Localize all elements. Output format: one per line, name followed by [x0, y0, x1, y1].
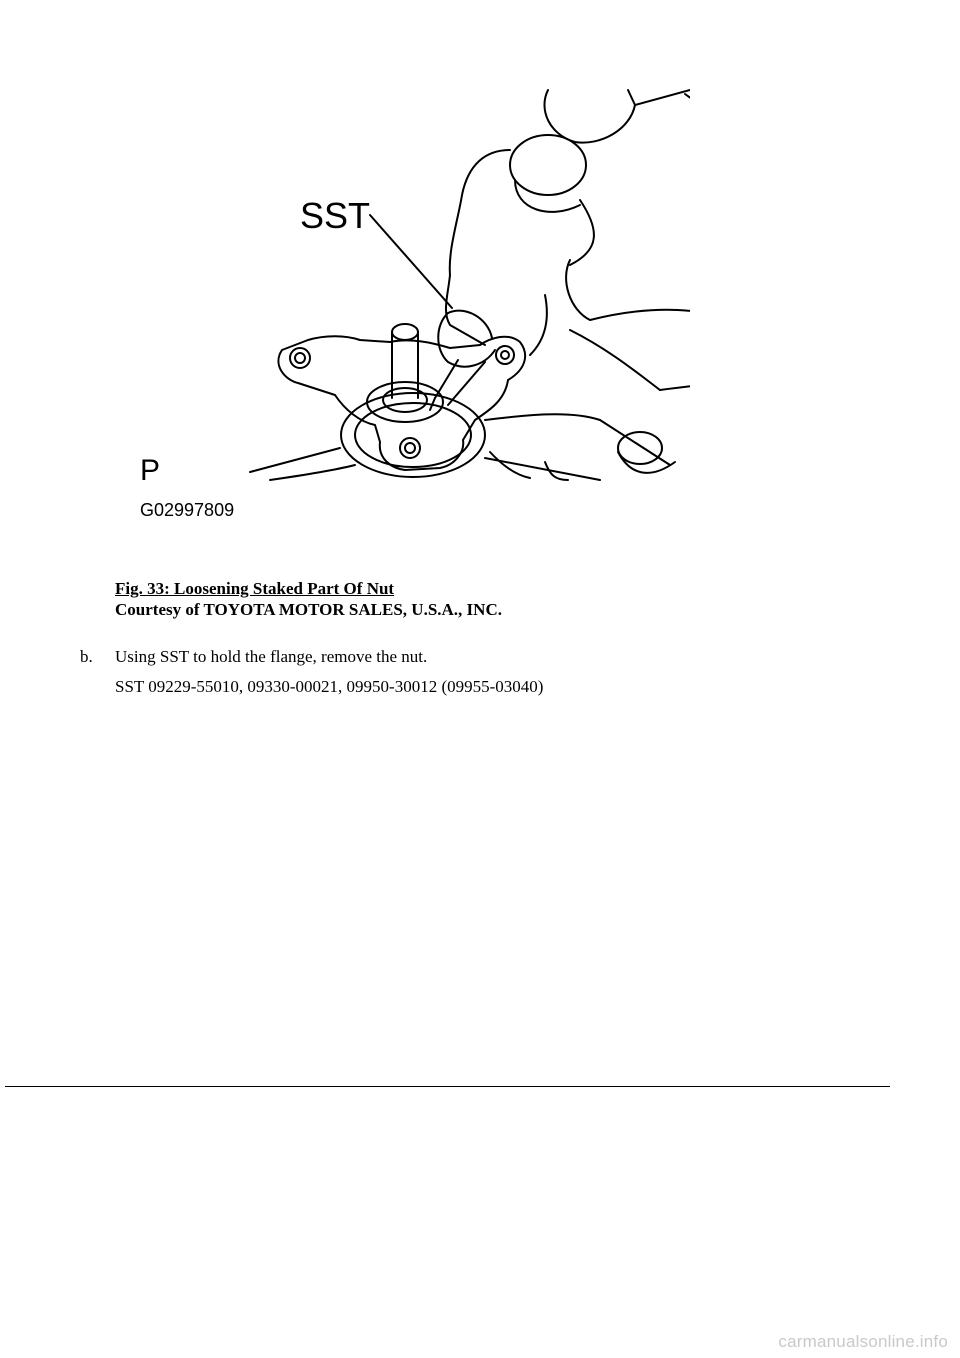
step-text: Using SST to hold the flange, remove the nut.: [115, 647, 428, 666]
housing-ring: [341, 393, 485, 477]
figure-caption: [115, 578, 502, 620]
page-divider: [5, 1086, 890, 1087]
illustration-loosening-staked-nut: [130, 80, 690, 520]
procedure-step-b: [80, 646, 427, 668]
hammer-head: [544, 90, 635, 143]
chisel-cap: [510, 135, 586, 195]
watermark: carmanualsonline.info: [778, 1332, 948, 1351]
p-leader-line: [250, 448, 340, 472]
sst-callout: SST: [300, 195, 371, 236]
sst-leader-line: [370, 215, 452, 308]
figure-courtesy: Courtesy of TOYOTA MOTOR SALES, U.S.A., INC.: [115, 600, 502, 619]
technical-drawing: [130, 80, 690, 520]
p-callout: P: [140, 454, 161, 487]
sst-part-numbers: SST 09229-55010, 09330-00021, 09950-30012 (09955-03040): [115, 677, 544, 696]
figure-title: Fig. 33: Loosening Staked Part Of Nut: [115, 579, 395, 598]
image-code: G02997809: [140, 500, 235, 520]
step-letter: b.: [80, 647, 93, 666]
chisel: [438, 313, 495, 367]
